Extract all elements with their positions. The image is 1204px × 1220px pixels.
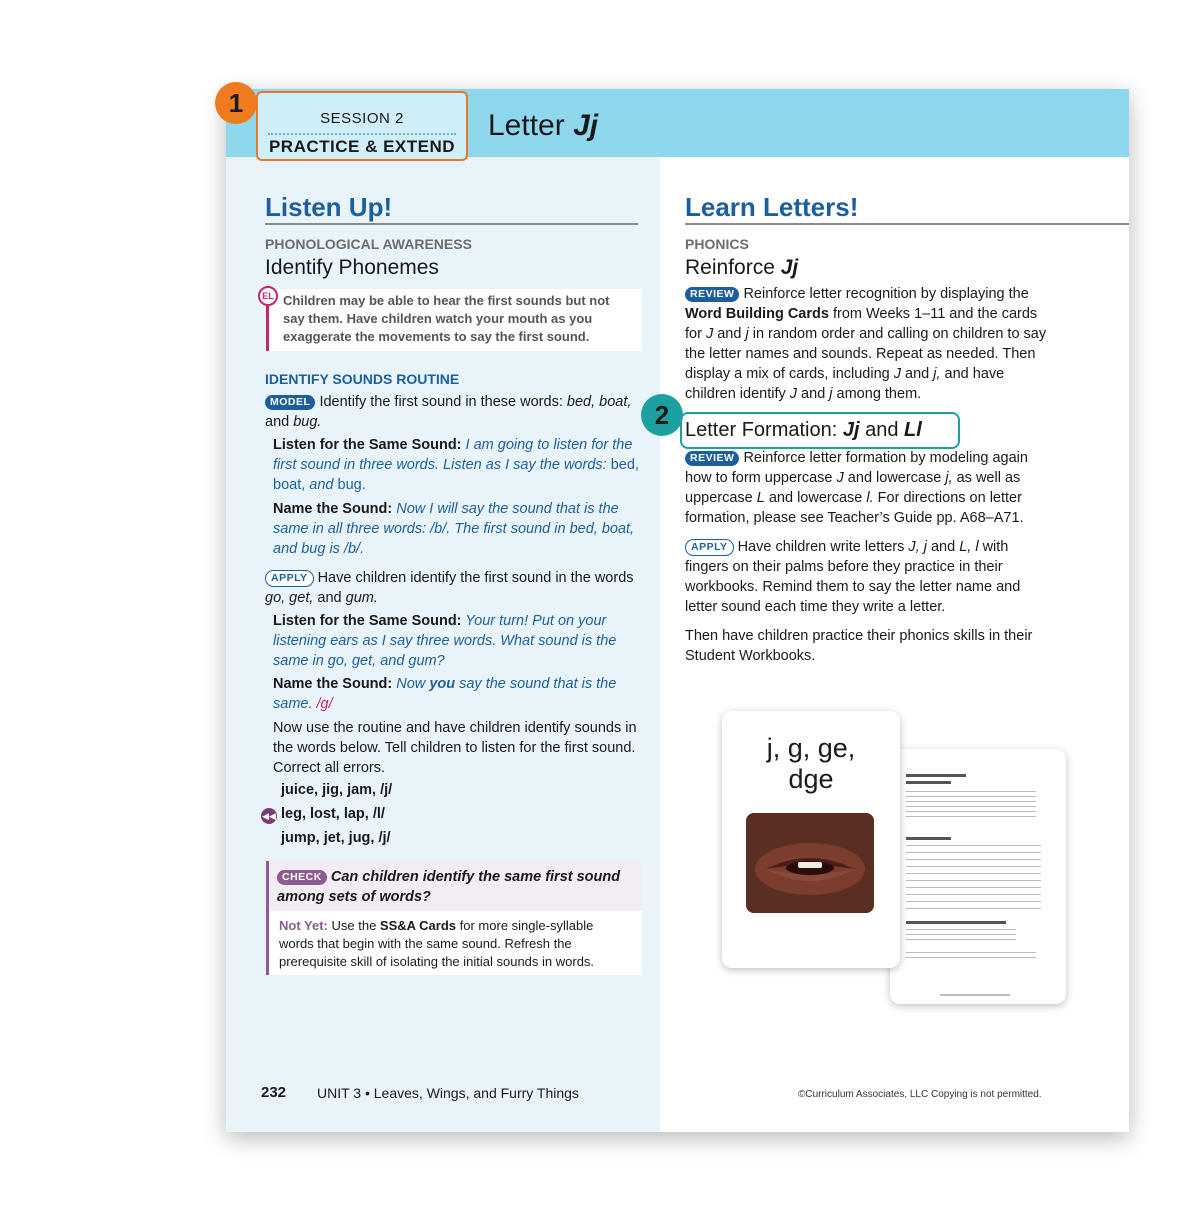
apply-letters-paragraph xyxy=(685,537,1055,617)
workbook-paragraph: Then have children practice their phonics skills in their Student Workbooks. xyxy=(685,628,1033,664)
text: and lowercase xyxy=(843,470,946,486)
subhead-letter-formation xyxy=(685,419,922,442)
apply-words: go, get, xyxy=(265,590,314,606)
subhead-reinforce xyxy=(685,256,798,280)
copyright: ©Curriculum Associates, LLC Copying is not permitted. xyxy=(798,1089,1042,1100)
text: and xyxy=(901,366,934,382)
card-table xyxy=(906,845,1041,915)
page-title-prefix: Letter xyxy=(488,109,574,142)
audio-icon[interactable]: ◀◀ xyxy=(261,808,277,824)
text: and xyxy=(797,386,830,402)
card-text-block xyxy=(906,929,1016,944)
subhead-letter: Jj xyxy=(842,419,860,441)
text-italic: l. xyxy=(866,490,874,506)
step-script: Your turn! Put on your listening ears as I say three words. What sound is the same in go, get, and gum? xyxy=(273,613,617,669)
text-italic: J, j xyxy=(908,539,927,555)
check-box xyxy=(266,861,642,975)
el-note-text: Children may be able to hear the first sounds but not say them. Have children watch your mouth as you exaggerate the movements to say the first sound. xyxy=(283,293,610,344)
reinforce-paragraph xyxy=(685,284,1055,404)
review-pill: REVIEW xyxy=(685,451,739,466)
el-note-box xyxy=(266,289,642,351)
apply-pill: APPLY xyxy=(265,570,314,587)
step-label: Name the Sound: xyxy=(273,676,393,692)
word-set: jump, jet, jug, /j/ xyxy=(281,830,391,846)
not-yet-cards: SS&A Cards xyxy=(379,918,457,933)
step-script-emphasis: you xyxy=(429,676,456,692)
callout-badge-1: 1 xyxy=(215,82,257,124)
check-question-text: Can children identify the same first sound among sets of words? xyxy=(277,869,621,905)
model-text: Identify the first sound in these words: xyxy=(315,394,567,410)
text: and xyxy=(926,539,960,555)
card-line xyxy=(906,774,966,777)
card-line xyxy=(906,837,951,840)
target-sound: /g/ xyxy=(316,696,333,712)
step-label: Name the Sound: xyxy=(273,501,393,517)
card-footer-line xyxy=(940,994,1010,996)
kicker-phonics: PHONICS xyxy=(685,236,749,252)
text: Have children write letters xyxy=(733,539,909,555)
text-italic: J xyxy=(836,470,844,486)
step-script: Now I will say the sound that is the same in all three words: /b/. The first sound in bed, boat, and bug is /b/. xyxy=(273,501,635,557)
model-word: bed, xyxy=(566,394,596,410)
section-rule xyxy=(685,223,1129,225)
step-script: say the sound that is the same. xyxy=(273,676,617,712)
not-yet-text: for more single-syllable words that begin with the same sound. Refresh the prerequisite skill of isolating the initial sounds in words. xyxy=(279,918,595,969)
not-yet-guidance xyxy=(279,917,629,971)
subhead-letter: Jj xyxy=(780,256,799,279)
text-italic: J xyxy=(893,366,901,382)
session-label-box xyxy=(256,91,468,161)
model-word: bug. xyxy=(293,414,322,430)
model-pill: MODEL xyxy=(265,395,315,410)
name-step-1 xyxy=(273,499,639,559)
step-label: Listen for the Same Sound: xyxy=(273,613,462,629)
text: with fingers on their palms before they practice in their workbooks. Remind them to say the letter name and letter sound each time they write a letter. xyxy=(685,539,1021,615)
text: in random order and calling on children to say the letter names and sounds. Repeat as needed. Then display a mix of cards, including xyxy=(685,326,1047,382)
teacher-guide-page xyxy=(226,89,1129,1132)
word-building-card xyxy=(722,711,900,968)
check-pill: CHECK xyxy=(277,870,327,885)
listen-step-2 xyxy=(273,611,639,671)
subhead-text: Reinforce xyxy=(685,256,781,279)
text: from Weeks 1–11 and the cards for xyxy=(685,306,1038,342)
word-set: juice, jig, jam, /j/ xyxy=(281,782,393,798)
apply-pill: APPLY xyxy=(685,539,734,556)
not-yet-text: Use the xyxy=(327,918,380,933)
card-text-block xyxy=(906,952,1036,962)
mouth-photo xyxy=(746,813,874,913)
listen-step-1 xyxy=(273,435,639,495)
text-bold: Word Building Cards xyxy=(685,306,829,322)
card-letters xyxy=(722,733,900,795)
text: For directions on letter formation, please see Teacher’s Guide pp. A68–A71. xyxy=(685,490,1024,526)
text-italic: L, l xyxy=(959,539,979,555)
routine-heading: IDENTIFY SOUNDS ROUTINE xyxy=(265,371,460,387)
step-words: bug. xyxy=(337,477,366,493)
model-word: boat, xyxy=(599,394,632,410)
subhead-identify-phonemes: Identify Phonemes xyxy=(265,256,439,279)
text-italic: j xyxy=(745,326,749,342)
section-rule xyxy=(265,223,638,225)
page-title xyxy=(488,109,598,143)
apply-paragraph xyxy=(265,568,639,608)
not-yet-label: Not Yet: xyxy=(279,918,328,933)
subhead-text: and xyxy=(859,419,905,441)
text-italic: j xyxy=(829,386,833,402)
page-number: 232 xyxy=(261,1084,287,1101)
text-italic: j, xyxy=(933,366,941,382)
step-and: and xyxy=(305,477,338,493)
name-step-2 xyxy=(273,674,639,714)
word-set: leg, lost, lap, /l/ xyxy=(281,806,385,822)
unit-label: UNIT 3 • Leaves, Wings, and Furry Things xyxy=(317,1085,579,1101)
text: and lowercase xyxy=(764,490,867,506)
section-title-listen-up: Listen Up! xyxy=(265,192,393,222)
subhead-letter: Ll xyxy=(904,419,922,441)
step-label: Listen for the Same Sound: xyxy=(273,437,462,453)
session-title: PRACTICE & EXTEND xyxy=(268,137,456,156)
text: and xyxy=(713,326,746,342)
text-italic: L xyxy=(756,490,765,506)
review-pill: REVIEW xyxy=(685,287,739,302)
subhead-text: Letter Formation: xyxy=(685,419,843,441)
card-line xyxy=(906,921,1006,924)
section-title-learn-letters: Learn Letters! xyxy=(685,192,859,222)
kicker-phonological-awareness: PHONOLOGICAL AWARENESS xyxy=(265,236,472,252)
text: Reinforce letter recognition by displaying the xyxy=(739,286,1029,302)
el-badge-icon: EL xyxy=(258,286,278,306)
mouth-image xyxy=(746,813,874,913)
session-label: SESSION 2 xyxy=(320,110,404,127)
text: and have children identify xyxy=(685,366,1005,402)
step-words: bed, boat, xyxy=(273,457,639,493)
apply-and: and xyxy=(313,590,346,606)
page-title-letter: Jj xyxy=(573,109,599,142)
formation-paragraph xyxy=(685,448,1057,528)
card-text-block xyxy=(906,791,1036,821)
routine-instruction: Now use the routine and have children identify sounds in the words below. Tell children to listen for the first sound. Correct all errors. xyxy=(273,720,637,776)
text-italic: j, xyxy=(945,470,953,486)
text-italic: J xyxy=(789,386,798,402)
text: Reinforce letter formation by modeling again how to form uppercase xyxy=(685,450,1028,486)
text: among them. xyxy=(832,386,922,402)
card-letters-line: j, g, ge, xyxy=(766,733,856,763)
step-script: Now xyxy=(392,676,430,692)
articulation-card xyxy=(890,749,1066,1004)
model-paragraph xyxy=(265,392,639,432)
apply-words: gum. xyxy=(345,590,378,606)
text: as well as uppercase xyxy=(685,470,1021,506)
apply-text: Have children identify the first sound in the words xyxy=(313,570,634,586)
card-letters-line: dge xyxy=(788,764,834,794)
divider xyxy=(268,133,456,135)
text-italic: J xyxy=(705,326,714,342)
model-and: and xyxy=(265,414,294,430)
step-script: I am going to listen for the first sound in three words. Listen as I say the words: xyxy=(273,437,633,473)
callout-badge-2: 2 xyxy=(641,394,683,436)
check-question xyxy=(277,867,632,907)
card-line xyxy=(906,781,951,784)
